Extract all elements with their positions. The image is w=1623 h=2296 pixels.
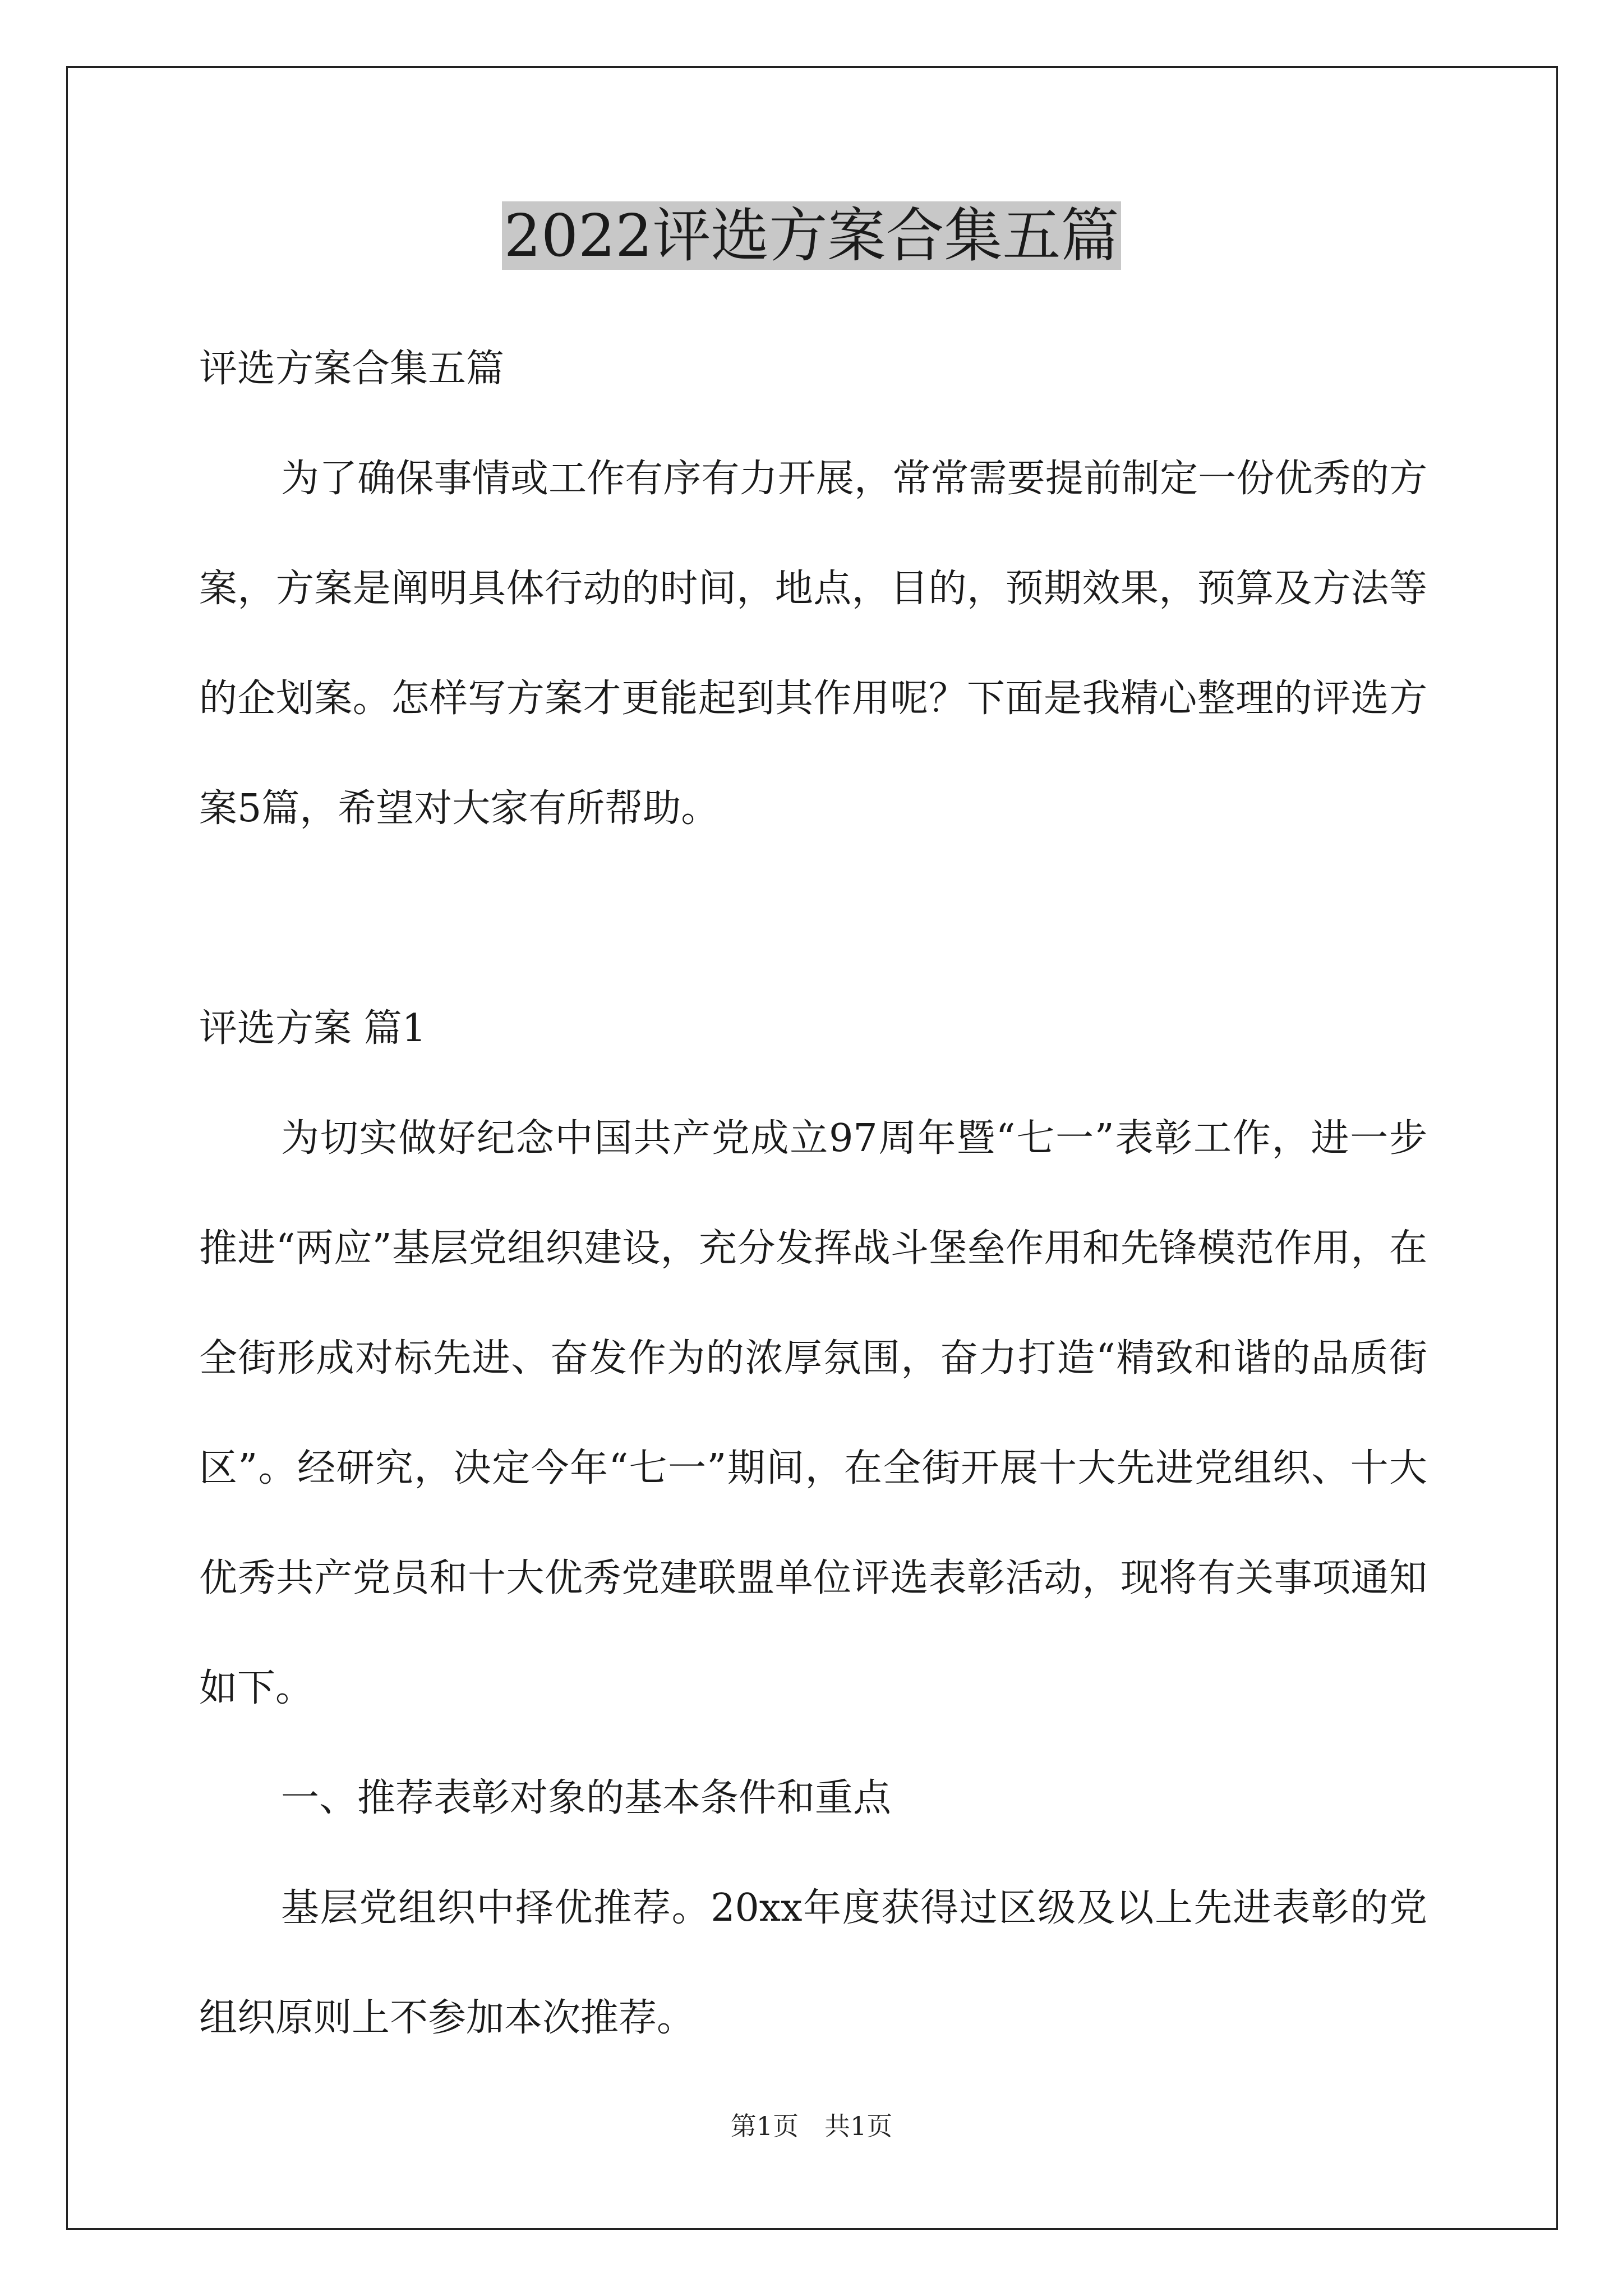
section-paragraph: 为切实做好纪念中国共产党成立97周年暨“七一”表彰工作，进一步推进“两应”基层党组织建设，充分发挥战斗堡垒作用和先锋模范作用，在全街形成对标先进、奋发作为的浓厚氛围，奋力打造“精致和谐的品质街区”。经研究，决定今年“七一”期间，在全街开展十大先进党组织、十大优秀共产党员和十大优秀党建联盟单位评选表彰活动，现将有关事项通知如下。: [199, 1116, 1427, 1710]
document-title-text: 2022评选方案合集五篇: [502, 201, 1122, 270]
document-body: [199, 314, 1427, 2073]
page-number: 第1页: [730, 2111, 799, 2141]
document-subtitle: 评选方案合集五篇: [199, 347, 505, 391]
section-heading: 评选方案 篇1: [199, 1006, 426, 1051]
section-paragraph: 基层党组织中择优推荐。20xx年度获得过区级及以上先进表彰的党组织原则上不参加本次推荐。: [199, 1886, 1427, 2040]
section-subheading: 一、推荐表彰对象的基本条件和重点: [281, 1776, 892, 1820]
page-footer: [0, 2109, 1623, 2143]
intro-paragraph: 为了确保事情或工作有序有力开展，常常需要提前制定一份优秀的方案，方案是阐明具体行动的时间，地点，目的，预期效果，预算及方法等的企划案。怎样写方案才更能起到其作用呢？下面是我精心整理的评选方案5篇，希望对大家有所帮助。: [199, 457, 1427, 831]
page-total: 共1页: [824, 2111, 893, 2141]
document-title: [0, 194, 1623, 278]
